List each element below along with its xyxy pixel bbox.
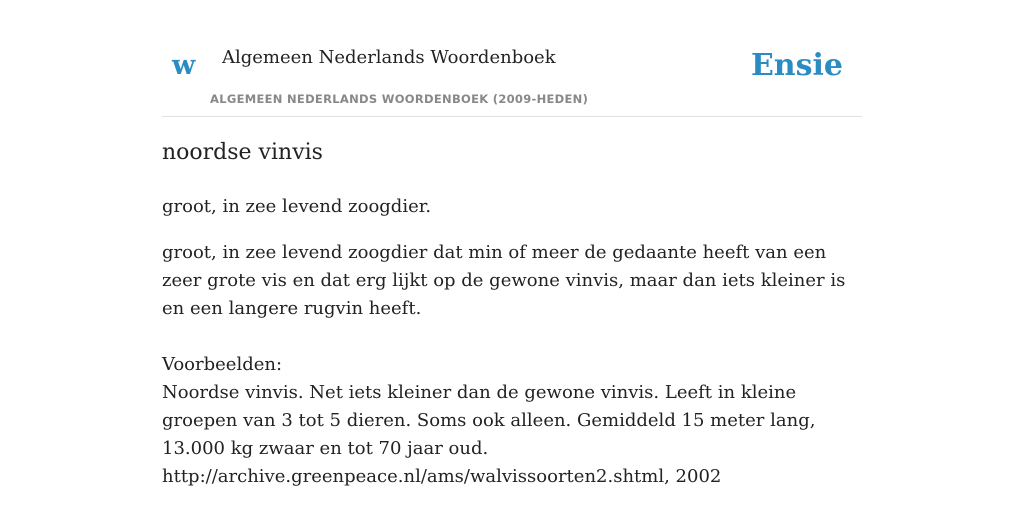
- short-definition: groot, in zee levend zoogdier.: [162, 196, 432, 217]
- dictionary-subtitle: ALGEMEEN NEDERLANDS WOORDENBOEK (2009-HEDEN): [210, 92, 589, 106]
- examples-label: Voorbeelden:: [162, 354, 283, 375]
- example-source: [162, 463, 862, 491]
- full-definition: groot, in zee levend zoogdier dat min of meer de gedaante heeft van een zeer grote vis en dat erg lijkt op de gewone vinvis, maar dan iets kleiner is en een langere rugvin heeft.: [162, 242, 846, 319]
- paragraph-gap: [162, 323, 862, 351]
- example-source-text: http://archive.greenpeace.nl/ams/walvissoorten2.shtml, 2002: [162, 466, 722, 487]
- dictionary-header: [162, 0, 862, 117]
- ensie-brand-link[interactable]: Ensie: [750, 48, 843, 83]
- dictionary-logo[interactable]: w: [172, 50, 196, 81]
- dictionary-title[interactable]: Algemeen Nederlands Woordenboek: [222, 47, 556, 68]
- entry-body: [162, 239, 862, 491]
- example-text: Noordse vinvis. Net iets kleiner dan de gewone vinvis. Leeft in kleine groepen van 3 tot 5 dieren. Soms ook alleen. Gemiddeld 15 meter lang, 13.000 kg zwaar en tot 70 jaar oud.: [162, 382, 816, 459]
- entry-title: noordse vinvis: [162, 140, 323, 165]
- entry-card: [162, 0, 862, 512]
